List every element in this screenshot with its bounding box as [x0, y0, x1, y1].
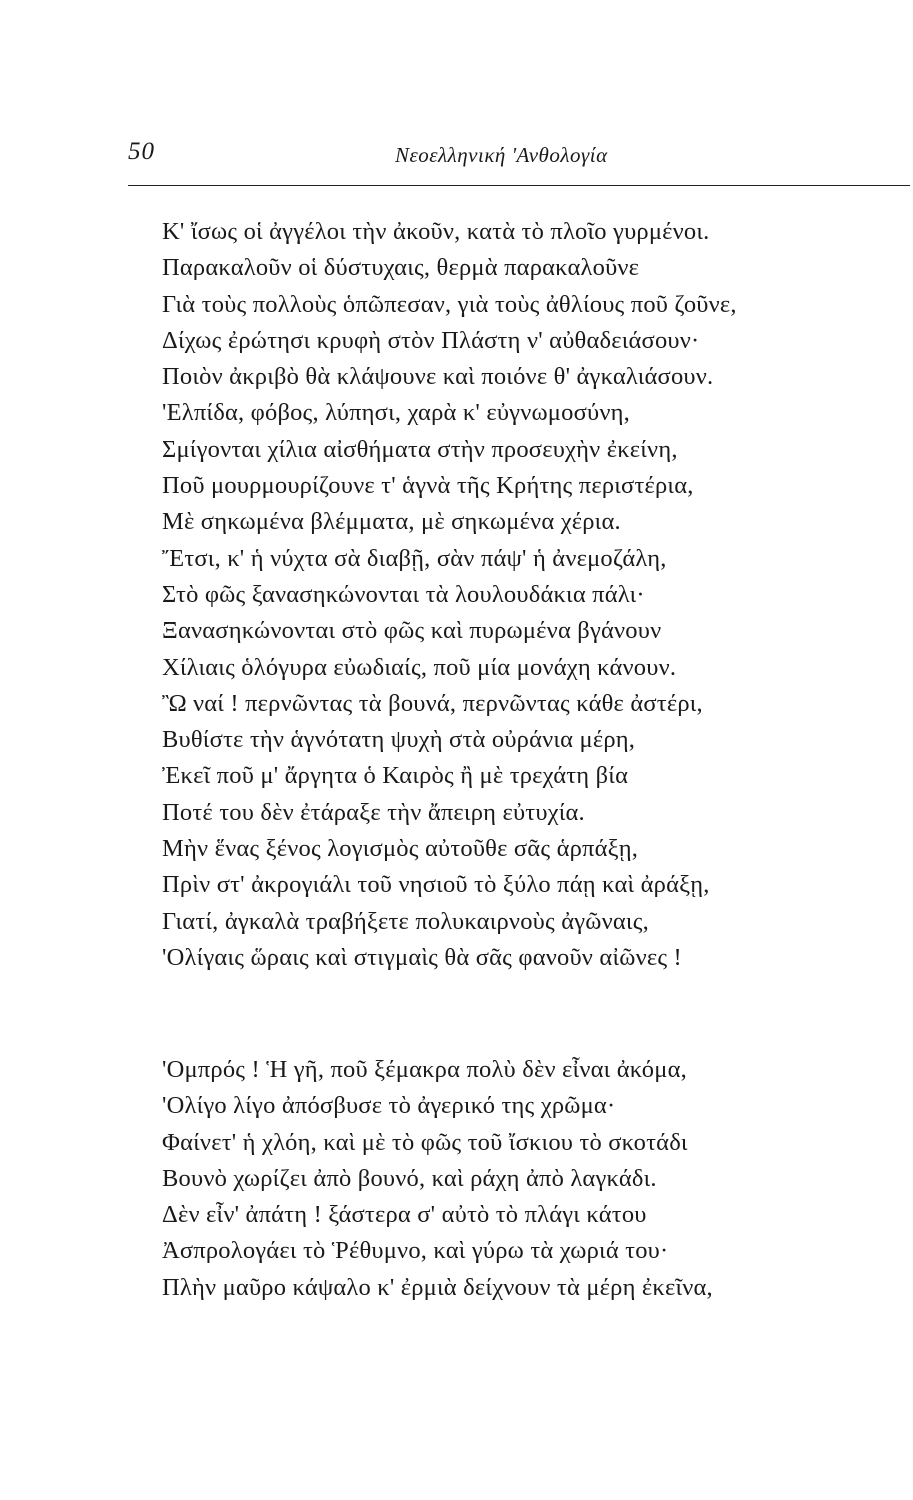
verse-line: 'Ομπρός ! Ἡ γῆ, ποῦ ξέμακρα πολὺ δὲν εἶναι ἀκόμα, — [162, 1056, 687, 1083]
verse-line: Παρακαλοῦν οἱ δύστυχαις, θερμὰ παρακαλοῦνε — [162, 254, 640, 282]
verse-line: Ἀσπρολογάει τὸ Ῥέθυμνο, καὶ γύρω τὰ χωριά του· — [162, 1237, 669, 1265]
verse-line: 'Ολίγαις ὥραις καὶ στιγμαὶς θὰ σᾶς φανοῦν αἰῶνες ! — [162, 943, 682, 971]
verse-line: Πρὶν στ' ἀκρογιάλι τοῦ νησιοῦ τὸ ξύλο πάῃ καὶ ἀράξῃ, — [162, 871, 710, 899]
verse-line: Πλὴν μαῦρο κάψαλο κ' ἐρμιὰ δείχνουν τὰ μέρη ἐκεῖνα, — [162, 1273, 713, 1301]
poem-stanza — [162, 1052, 867, 1306]
verse-line: Ποῦ μουρμουρίζουνε τ' ἁγνὰ τῆς Κρήτης περιστέρια, — [162, 472, 694, 500]
verse-line: Ὢ ναί ! περνῶντας τὰ βουνά, περνῶντας κάθε ἀστέρι, — [162, 689, 703, 717]
verse-line: 'Ολίγο λίγο ἀπόσβυσε τὸ ἀγερικό της χρῶμα· — [162, 1092, 616, 1120]
verse-line: Σμίγονται χίλια αἰσθήματα στὴν προσευχὴν ἐκείνη, — [162, 435, 678, 463]
verse-line: Δίχως ἐρώτησι κρυφὴ στὸν Πλάστη ν' αὐθαδειάσουν· — [162, 326, 700, 354]
verse-line: Γιατί, ἀγκαλὰ τραβήξετε πολυκαιρνοὺς ἀγῶναις, — [162, 907, 649, 935]
page-number: 50 — [128, 138, 155, 165]
verse-line: Φαίνετ' ἡ χλόη, καὶ μὲ τὸ φῶς τοῦ ἴσκιου τὸ σκοτάδι — [162, 1128, 688, 1156]
verse-line: Γιὰ τοὺς πολλοὺς ὁπῶπεσαν, γιὰ τοὺς ἀθλίους ποῦ ζοῦνε, — [162, 290, 737, 318]
verse-line: Ποιὸν ἀκριβὸ θὰ κλάψουνε καὶ ποιόνε θ' ἀγκαλιάσουν. — [162, 363, 714, 391]
verse-line: Κ' ἴσως οἱ ἀγγέλοι τὴν ἀκοῦν, κατὰ τὸ πλοῖο γυρμένοι. — [162, 218, 710, 245]
poem-stanza — [162, 214, 867, 976]
running-title: Νεοελληνική 'Ανθολογία — [395, 143, 608, 167]
verse-line: Δὲν εἶν' ἀπάτη ! ξάστερα σ' αὐτὸ τὸ πλάγι κάτου — [162, 1201, 647, 1229]
verse-line: Ἐκεῖ ποῦ μ' ἄργητα ὁ Καιρὸς ἢ μὲ τρεχάτη βία — [162, 762, 629, 790]
verse-line: Ξανασηκώνονται στὸ φῶς καὶ πυρωμένα βγάνουν — [162, 617, 662, 645]
verse-line: Βυθίστε τὴν ἁγνότατη ψυχὴ στὰ οὐράνια μέρη, — [162, 726, 636, 754]
verse-line: Βουνὸ χωρίζει ἀπὸ βουνό, καὶ ράχη ἀπὸ λαγκάδι. — [162, 1164, 657, 1192]
verse-line: Μὴν ἕνας ξένος λογισμὸς αὐτοῦθε σᾶς ἁρπάξῃ, — [162, 835, 639, 863]
verse-line: 'Ελπίδα, φόβος, λύπησι, χαρὰ κ' εὐγνωμοσύνη, — [162, 399, 630, 427]
verse-line: Χίλιαις ὁλόγυρα εὐωδιαίς, ποῦ μία μονάχη κάνουν. — [162, 653, 677, 681]
verse-line: Ποτέ του δὲν ἐτάραξε τὴν ἄπειρη εὐτυχία. — [162, 798, 585, 826]
header-rule — [128, 185, 910, 186]
verse-line: Στὸ φῶς ξανασηκώνονται τὰ λουλουδάκια πάλι· — [162, 580, 645, 608]
verse-line: Ἔτσι, κ' ἡ νύχτα σὰ διαβῇ, σὰν πάψ' ἡ ἀνεμοζάλη, — [162, 544, 667, 572]
verse-line: Μὲ σηκωμένα βλέμματα, μὲ σηκωμένα χέρια. — [162, 508, 621, 536]
